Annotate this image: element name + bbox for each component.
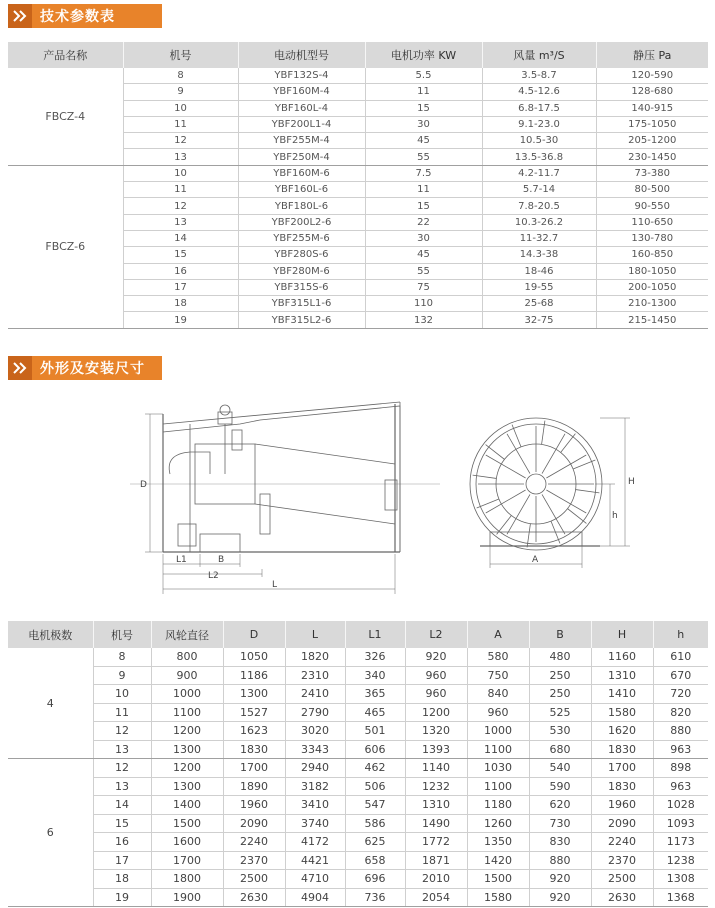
table-cell: 1100 (151, 703, 223, 722)
table-cell: 3182 (285, 777, 345, 796)
table-cell: 2240 (591, 833, 653, 852)
table-cell: YBF200L1-4 (238, 116, 365, 132)
table-cell: 1772 (405, 833, 467, 852)
table-cell: 1180 (467, 796, 529, 815)
column-header: 产品名称 (8, 42, 123, 68)
table-cell: 4421 (285, 851, 345, 870)
table-cell: 696 (345, 870, 405, 889)
group-cell: 4 (8, 648, 93, 759)
column-header: A (467, 621, 529, 648)
table-cell: 9.1-23.0 (482, 116, 596, 132)
column-header: L1 (345, 621, 405, 648)
table-cell: 14 (93, 796, 151, 815)
table-cell: 25-68 (482, 296, 596, 312)
table-cell: 32-75 (482, 312, 596, 328)
table-cell: 1871 (405, 851, 467, 870)
table-cell: 45 (365, 133, 482, 149)
table-cell: 4.2-11.7 (482, 165, 596, 181)
table-cell: 1300 (151, 740, 223, 759)
table-cell: 800 (151, 648, 223, 666)
table-cell: 1200 (405, 703, 467, 722)
table-cell: 3410 (285, 796, 345, 815)
front-view (470, 418, 630, 568)
table-cell: 1490 (405, 814, 467, 833)
table-cell: 625 (345, 833, 405, 852)
table-cell: YBF160L-6 (238, 182, 365, 198)
table-cell: 1500 (151, 814, 223, 833)
table-cell: 2010 (405, 870, 467, 889)
table-row (8, 851, 708, 870)
table-cell: YBF255M-4 (238, 133, 365, 149)
table-cell: YBF180L-6 (238, 198, 365, 214)
table-cell: 10 (93, 685, 151, 704)
table-cell: 606 (345, 740, 405, 759)
table-cell: 10 (123, 165, 238, 181)
table-cell: 18 (93, 870, 151, 889)
dim-label-L2: L2 (208, 571, 219, 581)
table-cell: 880 (529, 851, 591, 870)
table-cell: 1140 (405, 759, 467, 778)
table-cell: 1173 (653, 833, 708, 852)
table-cell: 1527 (223, 703, 285, 722)
table-cell: 2090 (591, 814, 653, 833)
table-cell: 1200 (151, 759, 223, 778)
table-cell: 210-1300 (596, 296, 708, 312)
table-cell: 898 (653, 759, 708, 778)
table-cell: 1960 (223, 796, 285, 815)
table-row (8, 814, 708, 833)
column-header: h (653, 621, 708, 648)
table-cell: 13 (123, 149, 238, 165)
guide-vane (497, 516, 512, 535)
table-cell: 1393 (405, 740, 467, 759)
guide-vane (561, 434, 576, 453)
table-cell: 462 (345, 759, 405, 778)
table-cell: 16 (123, 263, 238, 279)
table-cell: 960 (467, 703, 529, 722)
table-cell: 80-500 (596, 182, 708, 198)
table-cell: YBF132S-4 (238, 68, 365, 84)
table-cell: 250 (529, 685, 591, 704)
table-cell: 2370 (223, 851, 285, 870)
table-cell: 14.3-38 (482, 247, 596, 263)
table-cell: 1300 (151, 777, 223, 796)
table-cell: 547 (345, 796, 405, 815)
table-cell: YBF160M-6 (238, 165, 365, 181)
table-cell: 19 (123, 312, 238, 328)
table-cell: YBF255M-6 (238, 230, 365, 246)
table-cell: 2500 (223, 870, 285, 889)
table-cell: 7.8-20.5 (482, 198, 596, 214)
table-cell: 1800 (151, 870, 223, 889)
table-cell: YBF250M-4 (238, 149, 365, 165)
table-cell: 580 (467, 648, 529, 666)
table-cell: 720 (653, 685, 708, 704)
table-cell: 15 (365, 100, 482, 116)
table-row (8, 722, 708, 741)
table-cell: 55 (365, 149, 482, 165)
table-cell: 340 (345, 666, 405, 685)
table-cell: 180-1050 (596, 263, 708, 279)
column-header: H (591, 621, 653, 648)
table-cell: 4710 (285, 870, 345, 889)
guide-vane (477, 499, 499, 508)
table-cell: 12 (123, 198, 238, 214)
table-cell: YBF315L2-6 (238, 312, 365, 328)
table-cell: 1600 (151, 833, 223, 852)
table-row (8, 740, 708, 759)
guide-vane (568, 509, 587, 524)
column-header: 静压 Pa (596, 42, 708, 68)
table-cell: 15 (123, 247, 238, 263)
table-cell: 18-46 (482, 263, 596, 279)
section-title: 外形及安装尺寸 (40, 361, 145, 377)
table-cell: 16 (93, 833, 151, 852)
column-header: 电动机型号 (238, 42, 365, 68)
table-cell: 1900 (151, 888, 223, 907)
table-cell: 7.5 (365, 165, 482, 181)
table-cell: 160-850 (596, 247, 708, 263)
dim-label-D: D (140, 480, 147, 490)
table-cell: YBF280S-6 (238, 247, 365, 263)
table-cell: 365 (345, 685, 405, 704)
table-cell: 2500 (591, 870, 653, 889)
dim-label-A: A (532, 555, 539, 565)
table-cell: 3020 (285, 722, 345, 741)
guide-vane (512, 425, 521, 447)
table-cell: 1030 (467, 759, 529, 778)
table-cell: 590 (529, 777, 591, 796)
column-header: 电机极数 (8, 621, 93, 648)
table-cell: 1620 (591, 722, 653, 741)
column-header: B (529, 621, 591, 648)
table-row (8, 703, 708, 722)
table-cell: 680 (529, 740, 591, 759)
double-chevron-right-icon (8, 356, 32, 380)
table-cell: 1100 (467, 777, 529, 796)
table-cell: 963 (653, 777, 708, 796)
table-cell: 1410 (591, 685, 653, 704)
table-cell: 1890 (223, 777, 285, 796)
table-cell: 230-1450 (596, 149, 708, 165)
table-cell: 215-1450 (596, 312, 708, 328)
table-cell: 920 (405, 648, 467, 666)
table-cell: 900 (151, 666, 223, 685)
table-cell: 4904 (285, 888, 345, 907)
table-cell: 840 (467, 685, 529, 704)
table-cell: 15 (93, 814, 151, 833)
table-cell: 1093 (653, 814, 708, 833)
table-cell: 8 (123, 68, 238, 84)
dim-label-L1: L1 (176, 555, 187, 565)
table-cell: 1820 (285, 648, 345, 666)
table-cell: 1300 (223, 685, 285, 704)
table-cell: 55 (365, 263, 482, 279)
table-cell: 1700 (151, 851, 223, 870)
table-cell: 610 (653, 648, 708, 666)
table-cell: 17 (123, 279, 238, 295)
table-cell: YBF280M-6 (238, 263, 365, 279)
table-cell: 19-55 (482, 279, 596, 295)
table-cell: 1238 (653, 851, 708, 870)
table-cell: 830 (529, 833, 591, 852)
table-cell: 540 (529, 759, 591, 778)
table-cell: 15 (365, 198, 482, 214)
guide-vane (573, 460, 595, 469)
table-cell: 1580 (591, 703, 653, 722)
table-cell: 73-380 (596, 165, 708, 181)
table-cell: 1400 (151, 796, 223, 815)
table-cell: 1000 (151, 685, 223, 704)
dimensions-table (8, 621, 708, 907)
table-cell: 17 (93, 851, 151, 870)
table-cell: 736 (345, 888, 405, 907)
table-cell: 1830 (223, 740, 285, 759)
table-cell: 1830 (591, 777, 653, 796)
column-header: L (285, 621, 345, 648)
table-cell: 1320 (405, 722, 467, 741)
table-cell: 9 (93, 666, 151, 685)
table-cell: 10.3-26.2 (482, 214, 596, 230)
table-cell: 200-1050 (596, 279, 708, 295)
table-cell: 11 (123, 182, 238, 198)
table-cell: 45 (365, 247, 482, 263)
table-cell: 1028 (653, 796, 708, 815)
table-cell: 750 (467, 666, 529, 685)
table-cell: 525 (529, 703, 591, 722)
table-cell: 1232 (405, 777, 467, 796)
table-cell: 1050 (223, 648, 285, 666)
table-cell: 1308 (653, 870, 708, 889)
table-cell: 128-680 (596, 84, 708, 100)
table-cell: 250 (529, 666, 591, 685)
table-cell: 730 (529, 814, 591, 833)
table-row (8, 648, 708, 666)
table-cell: 465 (345, 703, 405, 722)
table-cell: 658 (345, 851, 405, 870)
table-cell: 2630 (591, 888, 653, 907)
table-cell: 1186 (223, 666, 285, 685)
table-cell: 110 (365, 296, 482, 312)
column-header: 电机功率 KW (365, 42, 482, 68)
table-row (8, 68, 708, 84)
group-cell: FBCZ-4 (8, 68, 123, 165)
table-cell: 2940 (285, 759, 345, 778)
table-cell: 480 (529, 648, 591, 666)
table-cell: 10.5-30 (482, 133, 596, 149)
table-cell: 2310 (285, 666, 345, 685)
table-cell: 11 (365, 182, 482, 198)
table-cell: 12 (93, 759, 151, 778)
table-cell: 1368 (653, 888, 708, 907)
table-header-row (8, 621, 708, 648)
table-cell: YBF315L1-6 (238, 296, 365, 312)
table-cell: 960 (405, 685, 467, 704)
table-cell: 2410 (285, 685, 345, 704)
table-cell: 175-1050 (596, 116, 708, 132)
table-cell: 13.5-36.8 (482, 149, 596, 165)
table-cell: 1700 (591, 759, 653, 778)
table-cell: 4.5-12.6 (482, 84, 596, 100)
table-cell: 1580 (467, 888, 529, 907)
column-header: L2 (405, 621, 467, 648)
dim-label-B: B (218, 555, 225, 565)
table-cell: 1100 (467, 740, 529, 759)
table-cell: 19 (93, 888, 151, 907)
table-cell: 14 (123, 230, 238, 246)
table-row (8, 833, 708, 852)
table-cell: 30 (365, 230, 482, 246)
section-header-dimensions (8, 356, 162, 380)
table-cell: 586 (345, 814, 405, 833)
table-cell: 11-32.7 (482, 230, 596, 246)
table-cell: 9 (123, 84, 238, 100)
table-cell: 11 (123, 116, 238, 132)
table-row (8, 685, 708, 704)
table-cell: 1310 (405, 796, 467, 815)
table-cell: 326 (345, 648, 405, 666)
table-cell: 11 (365, 84, 482, 100)
table-cell: 1500 (467, 870, 529, 889)
table-cell: YBF315S-6 (238, 279, 365, 295)
table-cell: 506 (345, 777, 405, 796)
table-cell: 1310 (591, 666, 653, 685)
table-cell: 620 (529, 796, 591, 815)
table-cell: 2090 (223, 814, 285, 833)
table-cell: 920 (529, 888, 591, 907)
table-cell: 2630 (223, 888, 285, 907)
table-cell: 8 (93, 648, 151, 666)
table-header-row (8, 42, 708, 68)
table-cell: 22 (365, 214, 482, 230)
table-cell: 4172 (285, 833, 345, 852)
table-cell: 3343 (285, 740, 345, 759)
table-cell: 1350 (467, 833, 529, 852)
table-cell: 140-915 (596, 100, 708, 116)
table-cell: 90-550 (596, 198, 708, 214)
table-cell: 110-650 (596, 214, 708, 230)
table-cell: 120-590 (596, 68, 708, 84)
table-cell: 1960 (591, 796, 653, 815)
table-cell: 11 (93, 703, 151, 722)
column-header: 风轮直径 (151, 621, 223, 648)
table-cell: YBF160L-4 (238, 100, 365, 116)
table-cell: 2790 (285, 703, 345, 722)
table-cell: 2240 (223, 833, 285, 852)
section-title: 技术参数表 (40, 9, 115, 25)
table-row (8, 888, 708, 907)
table-cell: 960 (405, 666, 467, 685)
table-row (8, 870, 708, 889)
table-cell: 1200 (151, 722, 223, 741)
table-cell: 18 (123, 296, 238, 312)
table-cell: 1260 (467, 814, 529, 833)
table-cell: 12 (123, 133, 238, 149)
table-cell: 820 (653, 703, 708, 722)
column-header: D (223, 621, 285, 648)
section-header-tech-params (8, 4, 162, 28)
table-cell: 501 (345, 722, 405, 741)
table-cell: 1623 (223, 722, 285, 741)
table-cell: 13 (93, 777, 151, 796)
column-header: 机号 (93, 621, 151, 648)
table-cell: 6.8-17.5 (482, 100, 596, 116)
double-chevron-right-icon (8, 4, 32, 28)
table-cell: 12 (93, 722, 151, 741)
table-cell: 1160 (591, 648, 653, 666)
table-cell: 3740 (285, 814, 345, 833)
table-row (8, 666, 708, 685)
table-cell: 205-1200 (596, 133, 708, 149)
table-row (8, 759, 708, 778)
column-header: 风量 m³/S (482, 42, 596, 68)
table-cell: 1000 (467, 722, 529, 741)
table-cell: YBF200L2-6 (238, 214, 365, 230)
table-cell: 1700 (223, 759, 285, 778)
table-cell: 2054 (405, 888, 467, 907)
table-row (8, 796, 708, 815)
column-header: 机号 (123, 42, 238, 68)
guide-vane (486, 445, 505, 460)
fan-dimension-drawing (0, 384, 715, 609)
table-row (8, 165, 708, 181)
table-cell: 13 (123, 214, 238, 230)
table-cell: 13 (93, 740, 151, 759)
side-view (130, 402, 440, 594)
table-cell: 880 (653, 722, 708, 741)
table-cell: YBF160M-4 (238, 84, 365, 100)
table-cell: 75 (365, 279, 482, 295)
table-cell: 130-780 (596, 230, 708, 246)
table-cell: 5.7-14 (482, 182, 596, 198)
dim-label-h: h (612, 511, 618, 521)
table-cell: 2370 (591, 851, 653, 870)
tech-params-table (8, 42, 708, 329)
dim-label-H: H (628, 477, 635, 487)
table-cell: 132 (365, 312, 482, 328)
table-cell: 670 (653, 666, 708, 685)
group-cell: FBCZ-6 (8, 165, 123, 328)
group-cell: 6 (8, 759, 93, 907)
table-cell: 1830 (591, 740, 653, 759)
table-row (8, 777, 708, 796)
table-cell: 30 (365, 116, 482, 132)
table-cell: 10 (123, 100, 238, 116)
table-cell: 530 (529, 722, 591, 741)
table-cell: 3.5-8.7 (482, 68, 596, 84)
table-cell: 963 (653, 740, 708, 759)
dim-label-L: L (272, 580, 278, 590)
table-cell: 5.5 (365, 68, 482, 84)
table-cell: 920 (529, 870, 591, 889)
table-cell: 1420 (467, 851, 529, 870)
